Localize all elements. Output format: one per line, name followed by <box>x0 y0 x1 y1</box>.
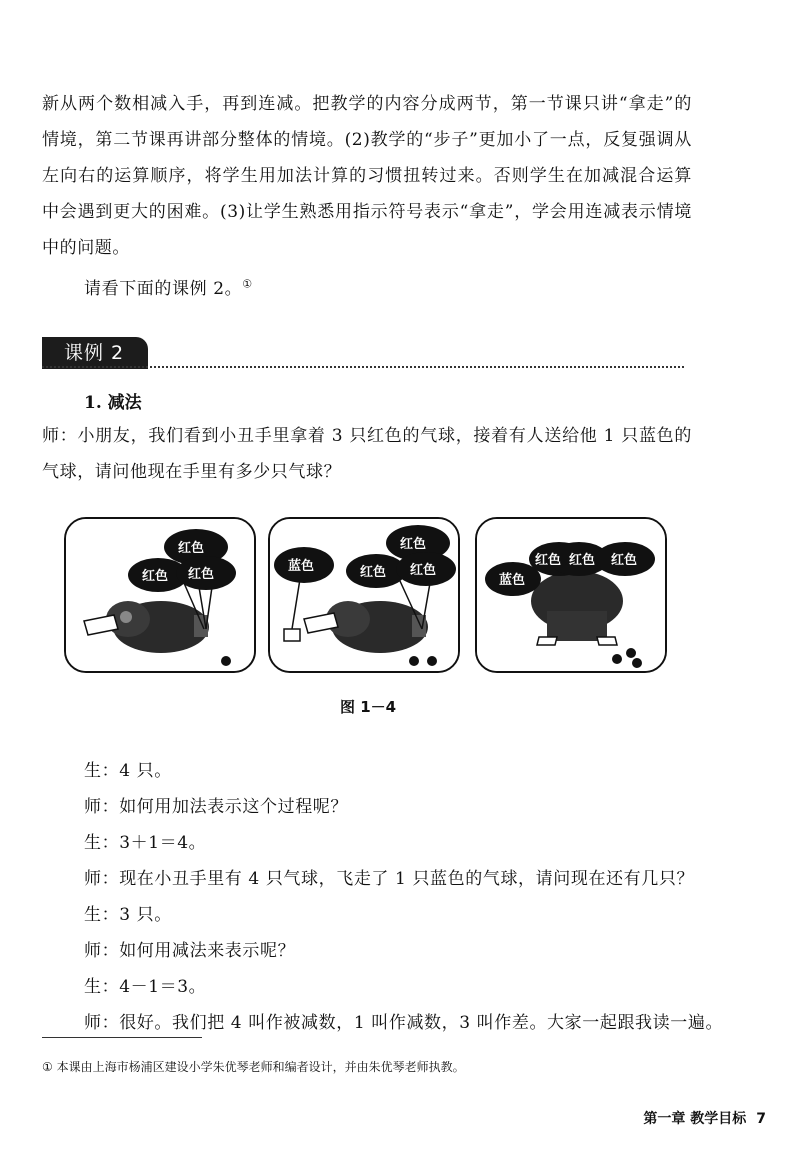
footnote-reference: ① <box>242 277 253 291</box>
clown-illustration-1 <box>66 519 256 673</box>
balloon-label-red-2b: 红色 <box>360 565 387 580</box>
dialogue-line-2: 师：如何用加法表示这个过程呢？ <box>84 797 348 817</box>
balloon-label-blue-2: 蓝色 <box>288 559 315 574</box>
count-dot <box>409 656 419 666</box>
count-dot <box>612 654 622 664</box>
count-dot <box>626 648 636 658</box>
footnote: ① 本课由上海市杨浦区建设小学朱优琴老师和编者设计，并由朱优琴老师执教。 <box>42 1060 465 1074</box>
intro-paragraph: 新从两个数相减入手，再到连减。把教学的内容分成两节，第一节课只讲“拿走”的情境，第二节课再讲部分整体的情境。(2)教学的“步子”更加小了一点，反复强调从左向右的运算顺序，将学生用加法计算的习惯扭转过来。否则学生在加减混合运算中会遇到更大的困难。(3)让学生熟悉用指示符号表示“拿走”，学会用连减表示情境中的问题。 <box>42 94 692 258</box>
balloon-label-red-1c: 红色 <box>188 567 215 582</box>
count-dot <box>427 656 437 666</box>
page-footer <box>633 1108 766 1128</box>
dialogue-line-8: 师：很好。我们把 4 叫作被减数，1 叫作减数，3 叫作差。大家一起跟我读一遍。 <box>84 1013 724 1033</box>
balloon-label-red-2a: 红色 <box>400 537 427 552</box>
teacher-question: 师：小朋友，我们看到小丑手里拿着 3 只红色的气球，接着有人送给他 1 只蓝色的气球，请问他现在手里有多少只气球？ <box>42 426 692 482</box>
dotted-divider <box>42 366 684 368</box>
figure-panel-2 <box>268 517 460 673</box>
balloon-label-red-3c: 红色 <box>611 553 638 568</box>
balloon-label-red-1b: 红色 <box>142 569 169 584</box>
clown-illustration-2 <box>270 519 460 673</box>
section-title: 1. 减法 <box>84 393 142 413</box>
figure-panel-1 <box>64 517 256 673</box>
chapter-title: 第一章 教学目标 <box>643 1111 747 1127</box>
balloon-label-red-3b: 红色 <box>569 553 596 568</box>
dialogue-line-6: 师：如何用减法来表示呢？ <box>84 941 296 961</box>
balloon-label-red-3a: 红色 <box>535 553 562 568</box>
footnote-rule <box>42 1037 202 1038</box>
figure-caption: 图 1－4 <box>340 698 397 716</box>
dialogue-line-7: 生：4－1＝3。 <box>84 977 207 997</box>
page-number: 7 <box>756 1111 766 1127</box>
count-dot <box>221 656 231 666</box>
clown-illustration-3 <box>477 519 667 673</box>
dialogue-line-1: 生：4 只。 <box>84 761 172 781</box>
balloon-label-red-2c: 红色 <box>410 563 437 578</box>
dialogue-line-5: 生：3 只。 <box>84 905 172 925</box>
dialogue-line-4: 师：现在小丑手里有 4 只气球，飞走了 1 只蓝色的气球，请问现在还有几只？ <box>84 869 695 889</box>
lesson-badge: 课例 2 <box>42 337 148 369</box>
balloon-label-blue-3: 蓝色 <box>499 573 526 588</box>
figure-panel-3 <box>475 517 667 673</box>
see-example-line <box>84 274 253 299</box>
dialogue-line-3: 生：3＋1＝4。 <box>84 833 207 853</box>
balloon-label-red-1a: 红色 <box>178 541 205 556</box>
see-example-text: 请看下面的课例 2。 <box>84 279 243 299</box>
count-dot <box>632 658 642 668</box>
